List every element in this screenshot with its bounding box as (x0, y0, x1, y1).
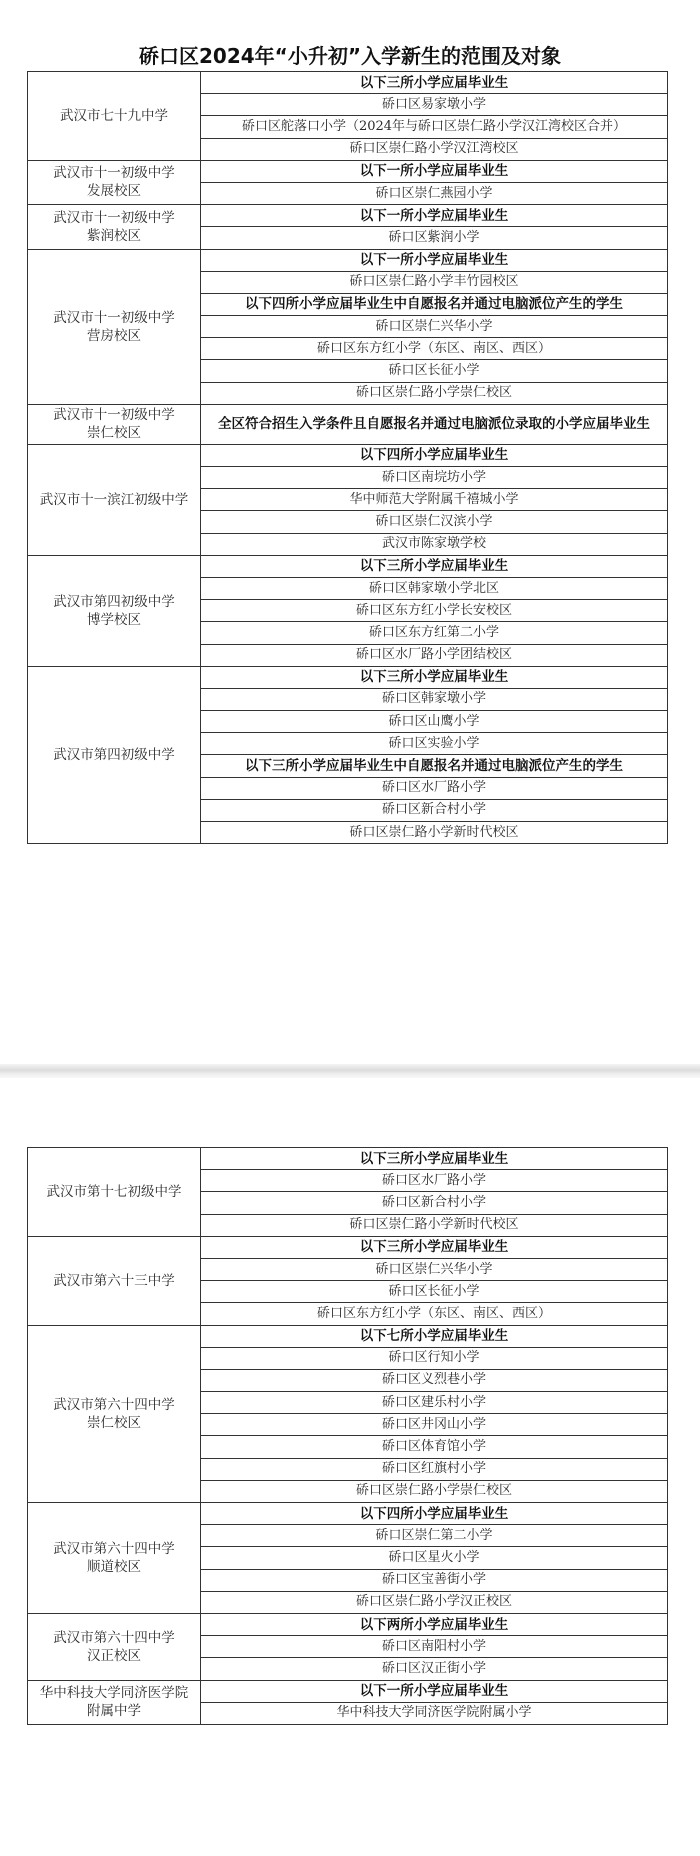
school-name-line: 武汉市七十九中学 (60, 107, 168, 124)
primary-school-cell: 硚口区崇仁第二小学 (201, 1525, 668, 1547)
primary-school-cell: 硚口区水厂路小学 (201, 777, 668, 799)
table-row (28, 404, 668, 444)
school-name-cell (28, 1503, 201, 1614)
primary-school-cell: 硚口区崇仁汉滨小学 (201, 511, 668, 533)
group-header-cell: 以下三所小学应届毕业生中自愿报名并通过电脑派位产生的学生 (201, 755, 668, 777)
primary-school-cell: 硚口区实验小学 (201, 733, 668, 755)
primary-school-cell: 硚口区崇仁兴华小学 (201, 316, 668, 338)
school-name-line: 顺道校区 (87, 1558, 141, 1575)
primary-school-cell: 硚口区新合村小学 (201, 1192, 668, 1214)
primary-school-cell: 硚口区崇仁兴华小学 (201, 1258, 668, 1280)
school-name-line: 附属中学 (87, 1703, 141, 1720)
enrollment-table-page-2 (27, 1147, 668, 1725)
school-name-cell (28, 160, 201, 204)
primary-school-cell: 硚口区崇仁燕园小学 (201, 182, 668, 204)
primary-school-cell: 华中科技大学同济医学院附属小学 (201, 1702, 668, 1724)
school-name-line: 紫润校区 (87, 227, 141, 244)
table-row (28, 249, 668, 271)
primary-school-cell: 华中师范大学附属千禧城小学 (201, 489, 668, 511)
school-name-line: 发展校区 (87, 183, 141, 200)
enrollment-table-page-1 (27, 71, 668, 844)
primary-school-cell: 硚口区长征小学 (201, 360, 668, 382)
school-name-line: 武汉市十一初级中学 (53, 309, 175, 326)
school-name-cell (28, 1325, 201, 1503)
school-name-line: 汉正校区 (87, 1647, 141, 1664)
school-name-cell (28, 444, 201, 555)
primary-school-cell: 硚口区红旗村小学 (201, 1458, 668, 1480)
school-name-line: 武汉市第六十三中学 (53, 1272, 175, 1289)
school-name-line: 博学校区 (87, 611, 141, 628)
table-row (28, 205, 668, 227)
table-row (28, 555, 668, 577)
table-row (28, 1680, 668, 1702)
primary-school-cell: 硚口区崇仁路小学汉江湾校区 (201, 138, 668, 160)
primary-school-cell: 硚口区韩家墩小学 (201, 688, 668, 710)
school-name-cell (28, 1236, 201, 1325)
primary-school-cell: 硚口区紫润小学 (201, 227, 668, 249)
primary-school-cell: 硚口区易家墩小学 (201, 94, 668, 116)
table-row (28, 1148, 668, 1170)
table-row (28, 444, 668, 466)
primary-school-cell: 武汉市陈家墩学校 (201, 533, 668, 555)
primary-school-cell: 硚口区东方红第二小学 (201, 622, 668, 644)
primary-school-cell: 硚口区崇仁路小学丰竹园校区 (201, 271, 668, 293)
group-header-cell: 以下一所小学应届毕业生 (201, 205, 668, 227)
school-name-line: 武汉市十一滨江初级中学 (39, 491, 189, 508)
page-title: 硚口区2024年“小升初”入学新生的范围及对象 (139, 44, 561, 68)
primary-school-cell: 硚口区建乐村小学 (201, 1392, 668, 1414)
school-name-line: 武汉市第十七初级中学 (46, 1183, 182, 1200)
primary-school-cell: 硚口区韩家墩小学北区 (201, 577, 668, 599)
primary-school-cell: 硚口区南阳村小学 (201, 1636, 668, 1658)
primary-school-cell: 硚口区崇仁路小学汉正校区 (201, 1591, 668, 1613)
primary-school-cell: 硚口区行知小学 (201, 1347, 668, 1369)
primary-school-cell: 硚口区井冈山小学 (201, 1414, 668, 1436)
school-name-line: 华中科技大学同济医学院 (39, 1685, 189, 1702)
primary-school-cell: 硚口区崇仁路小学新时代校区 (201, 1214, 668, 1236)
group-header-cell: 以下四所小学应届毕业生 (201, 1503, 668, 1525)
primary-school-cell: 硚口区水厂路小学团结校区 (201, 644, 668, 666)
primary-school-cell: 硚口区东方红小学（东区、南区、西区） (201, 1303, 668, 1325)
school-name-line: 武汉市第四初级中学 (53, 593, 175, 610)
primary-school-cell: 硚口区山鹰小学 (201, 711, 668, 733)
group-header-cell: 以下三所小学应届毕业生 (201, 555, 668, 577)
group-header-cell: 以下三所小学应届毕业生 (201, 666, 668, 688)
group-header-cell: 以下三所小学应届毕业生 (201, 72, 668, 94)
school-name-cell (28, 555, 201, 666)
group-header-cell: 以下一所小学应届毕业生 (201, 1680, 668, 1702)
primary-school-cell: 硚口区义烈巷小学 (201, 1369, 668, 1391)
table-row (28, 160, 668, 182)
school-name-line: 武汉市第六十四中学 (53, 1540, 175, 1557)
school-name-cell (28, 666, 201, 844)
school-name-cell (28, 1148, 201, 1237)
primary-school-cell: 硚口区崇仁路小学崇仁校区 (201, 1480, 668, 1502)
school-name-cell (28, 1680, 201, 1724)
group-header-cell: 以下一所小学应届毕业生 (201, 249, 668, 271)
school-name-cell (28, 205, 201, 249)
school-name-line: 武汉市十一初级中学 (53, 209, 175, 226)
table-row (28, 72, 668, 94)
primary-school-cell: 硚口区汉正街小学 (201, 1658, 668, 1680)
group-header-cell: 以下三所小学应届毕业生 (201, 1236, 668, 1258)
primary-school-cell: 硚口区新合村小学 (201, 799, 668, 821)
primary-school-cell: 硚口区舵落口小学（2024年与硚口区崇仁路小学汉江湾校区合并） (201, 116, 668, 138)
school-name-line: 武汉市十一初级中学 (53, 165, 175, 182)
table-row (28, 1236, 668, 1258)
school-name-line: 武汉市第六十四中学 (53, 1629, 175, 1646)
school-name-line: 营房校区 (87, 327, 141, 344)
group-header-cell: 以下两所小学应届毕业生 (201, 1613, 668, 1635)
school-name-line: 武汉市第四初级中学 (53, 746, 175, 763)
table-row (28, 1613, 668, 1635)
primary-school-cell: 硚口区体育馆小学 (201, 1436, 668, 1458)
group-header-cell: 全区符合招生入学条件且自愿报名并通过电脑派位录取的小学应届毕业生 (201, 404, 668, 444)
table-row (28, 1325, 668, 1347)
school-name-cell (28, 1613, 201, 1680)
primary-school-cell: 硚口区宝善街小学 (201, 1569, 668, 1591)
school-name-line: 崇仁校区 (87, 425, 141, 442)
school-name-line: 崇仁校区 (87, 1414, 141, 1431)
school-name-line: 武汉市第六十四中学 (53, 1396, 175, 1413)
table-row (28, 1503, 668, 1525)
group-header-cell: 以下四所小学应届毕业生 (201, 444, 668, 466)
group-header-cell: 以下七所小学应届毕业生 (201, 1325, 668, 1347)
table-row (28, 666, 668, 688)
primary-school-cell: 硚口区南垸坊小学 (201, 467, 668, 489)
primary-school-cell: 硚口区崇仁路小学崇仁校区 (201, 382, 668, 404)
primary-school-cell: 硚口区崇仁路小学新时代校区 (201, 822, 668, 844)
primary-school-cell: 硚口区东方红小学长安校区 (201, 600, 668, 622)
primary-school-cell: 硚口区水厂路小学 (201, 1170, 668, 1192)
group-header-cell: 以下一所小学应届毕业生 (201, 160, 668, 182)
school-name-line: 武汉市十一初级中学 (53, 407, 175, 424)
school-name-cell (28, 404, 201, 444)
primary-school-cell: 硚口区星火小学 (201, 1547, 668, 1569)
page-separator (0, 1064, 700, 1078)
group-header-cell: 以下三所小学应届毕业生 (201, 1148, 668, 1170)
group-header-cell: 以下四所小学应届毕业生中自愿报名并通过电脑派位产生的学生 (201, 293, 668, 315)
school-name-cell (28, 249, 201, 404)
primary-school-cell: 硚口区东方红小学（东区、南区、西区） (201, 338, 668, 360)
primary-school-cell: 硚口区长征小学 (201, 1281, 668, 1303)
school-name-cell (28, 72, 201, 161)
